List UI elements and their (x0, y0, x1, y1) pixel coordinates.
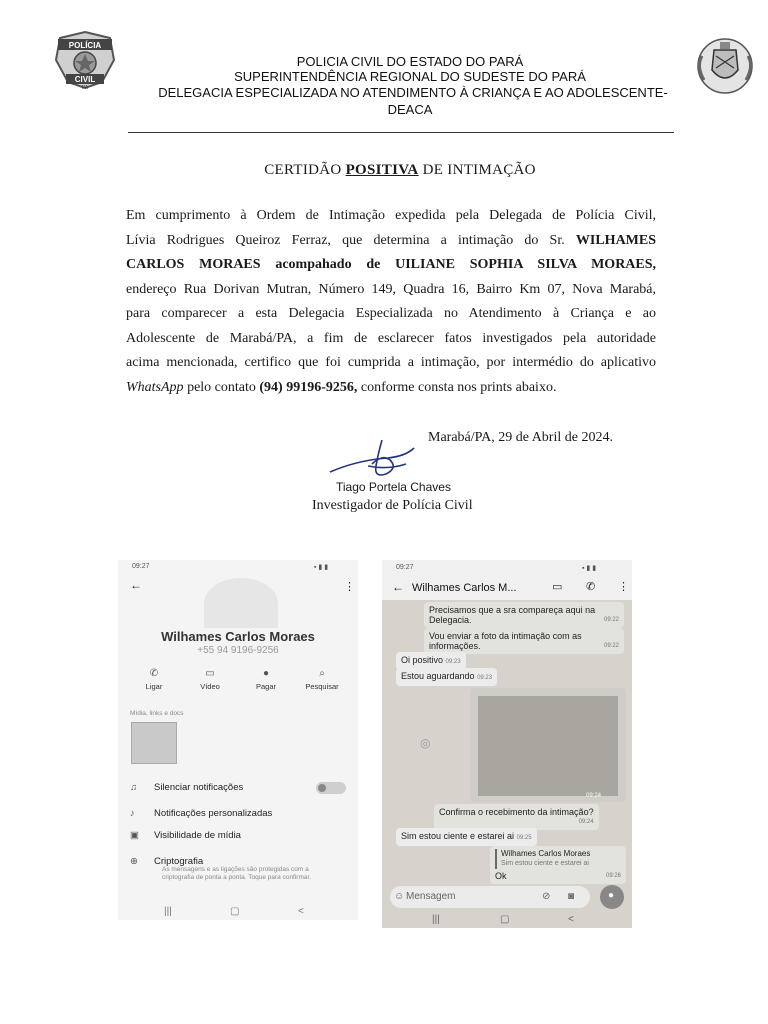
message-time: 09:25 (516, 835, 532, 841)
quoted-message (495, 849, 621, 869)
state-coat-of-arms-icon (694, 36, 756, 96)
status-time: 09:27 (132, 563, 150, 570)
message-text: Estou aguardando (401, 671, 475, 681)
intimation-photo[interactable] (478, 696, 618, 796)
body-line-8-text: pelo contato (187, 379, 256, 395)
message-out-3 (434, 804, 599, 830)
bell-icon: ♫ (130, 782, 138, 793)
header-line-4: DEACA (387, 102, 433, 117)
accompanied-by-text: acompahado de (275, 257, 381, 272)
media-section-label: Mídia, links e docs (130, 710, 184, 717)
message-text: Confirma o recebimento da intimação? (439, 807, 594, 817)
contact-number: (94) 99196-9256, (259, 379, 358, 395)
message-text: Precisamos que a sra compareça aqui na Delegacia. (429, 605, 596, 625)
body-line-2-text: Lívia Rodrigues Queiroz Ferraz, que determina a intimação do Sr. (126, 232, 565, 248)
whatsapp-contact-screenshot (118, 560, 358, 920)
title-suffix: DE INTIMAÇÃO (422, 162, 536, 178)
back-arrow-icon[interactable]: ← (130, 578, 142, 592)
encryption-description: As mensagens e as ligações são protegidas com a criptografia de ponta a ponta. Toque para confirmar. (162, 866, 312, 881)
document-date: Marabá/PA, 29 de Abril de 2024. (428, 430, 613, 445)
lock-icon: ⊕ (130, 856, 138, 867)
status-icons: ▪ ▮ ▮ (314, 564, 329, 571)
microphone-icon: ● (608, 890, 615, 901)
body-line-8-end: conforme consta nos prints abaixo. (360, 379, 557, 395)
badge-state-text: PA (81, 85, 89, 90)
image-time: 09:24 (586, 793, 602, 799)
badge-bottom-text: CIVIL (74, 75, 96, 84)
message-time: 09:22 (603, 643, 619, 649)
camera-icon[interactable]: ◙ (568, 891, 575, 902)
message-out-2 (424, 628, 624, 654)
quoted-sender: Wilhames Carlos Moraes (501, 849, 591, 858)
message-time: 09:23 (477, 675, 493, 681)
intimated-name-part-1: WILHAMES (575, 232, 657, 248)
body-line-1: Em cumprimento à Ordem de Intimação expedida pela Delegada de Polícia Civil, (126, 208, 656, 223)
home-icon[interactable]: ▢ (230, 906, 240, 917)
music-note-icon: ♪ (130, 808, 135, 819)
message-time: 09:23 (445, 659, 461, 665)
mute-label: Silenciar notificações (154, 782, 244, 793)
accompanying-person-name: UILIANE SOPHIA SILVA MORAES (395, 257, 653, 272)
recent-apps-icon[interactable]: ||| (432, 914, 440, 925)
search-label: Pesquisar (305, 682, 339, 691)
emoji-icon[interactable]: ☺ (394, 891, 405, 902)
video-label: Vídeo (200, 682, 220, 691)
signatory-role: Investigador de Polícia Civil (312, 498, 473, 513)
certificate-body (126, 204, 656, 400)
header-line-2: SUPERINTENDÊNCIA REGIONAL DO SUDESTE DO PARÁ (234, 69, 586, 84)
document-title (0, 162, 768, 179)
status-time: 09:27 (396, 564, 414, 571)
call-label: Ligar (145, 682, 163, 691)
phone-icon: ✆ (149, 668, 159, 679)
video-icon: ▭ (205, 668, 215, 679)
toggle-knob (318, 784, 326, 792)
policia-civil-badge-icon (50, 30, 120, 90)
whatsapp-chat-screenshot (382, 560, 632, 928)
image-icon: ▣ (130, 830, 139, 841)
message-time: 09:24 (578, 819, 594, 825)
body-line-3-comma: , (652, 257, 657, 272)
body-line-2 (126, 229, 656, 254)
header-divider (128, 132, 674, 133)
message-input-placeholder[interactable]: Mensagem (406, 891, 456, 902)
pay-icon: ● (262, 668, 270, 679)
media-thumbnail[interactable] (131, 722, 177, 764)
body-line-3 (126, 253, 656, 278)
mute-toggle[interactable] (316, 782, 346, 794)
contact-avatar (204, 578, 278, 628)
back-arrow-icon[interactable]: ← (392, 580, 404, 594)
recent-apps-icon[interactable]: ||| (164, 906, 172, 917)
header-line-1: POLICIA CIVIL DO ESTADO DO PARÁ (296, 54, 524, 69)
forward-icon[interactable]: ◎ (420, 736, 431, 750)
microphone-button[interactable] (600, 885, 624, 909)
contact-phone: +55 94 9196-9256 (197, 645, 279, 656)
media-visibility-row[interactable] (130, 830, 241, 841)
title-emphasis: POSITIVA (345, 162, 419, 178)
intimated-name-part-2: CARLOS MORAES (126, 257, 261, 272)
status-icons: ▪ ▮ ▮ (582, 565, 597, 572)
pay-button[interactable] (246, 668, 286, 691)
contact-name: Wilhames Carlos Moraes (161, 629, 315, 644)
pay-label: Pagar (255, 682, 276, 691)
home-icon[interactable]: ▢ (500, 914, 510, 925)
handwritten-signature (328, 436, 428, 484)
message-in-3 (396, 828, 537, 846)
message-out-reply (490, 846, 626, 884)
more-options-icon[interactable]: ⋮ (344, 581, 355, 593)
message-time: 09:22 (603, 617, 619, 623)
video-call-icon[interactable]: ▭ (552, 581, 563, 593)
message-text: Sim estou ciente e estarei ai (401, 831, 515, 841)
quoted-text: Sim estou ciente e estarei ai (501, 860, 589, 867)
signatory-name: Tiago Portela Chaves (336, 480, 451, 494)
body-line-6: Adolescente de Marabá/PA, a fim de esclarecer fatos investigados pela autoridade (126, 330, 656, 346)
body-line-8 (126, 376, 656, 401)
search-button[interactable] (302, 668, 342, 691)
message-text: Ok (495, 871, 507, 881)
search-icon: ⌕ (319, 668, 325, 679)
badge-top-text: POLÍCIA (68, 41, 102, 50)
mute-notifications-row[interactable] (130, 782, 243, 793)
call-button[interactable] (134, 668, 174, 691)
message-time: 09:26 (605, 873, 621, 879)
message-in-2 (396, 668, 497, 686)
app-name: WhatsApp (126, 379, 184, 395)
message-text: Vou enviar a foto da intimação com as informações. (429, 631, 582, 651)
chat-contact-name[interactable]: Wilhames Carlos M... (412, 582, 517, 594)
message-text: Oi positivo (401, 655, 444, 665)
back-nav-icon[interactable]: < (568, 914, 574, 925)
body-line-5: para comparecer a esta Delegacia Especializada no Atendimento à Criança e ao (126, 306, 656, 321)
attach-icon[interactable]: ⊘ (542, 891, 551, 902)
custom-notifications-row[interactable] (130, 808, 272, 819)
header-line-3: DELEGACIA ESPECIALIZADA NO ATENDIMENTO À CRIANÇA E AO ADOLESCENTE- (158, 85, 668, 100)
back-nav-icon[interactable]: < (298, 906, 304, 917)
body-line-7: acima mencionada, certifico que foi cumprida a intimação, por intermédio do aplicativo (126, 355, 656, 370)
voice-call-icon[interactable]: ✆ (586, 581, 596, 593)
media-visibility-label: Visibilidade de mídia (154, 830, 241, 841)
custom-notifications-label: Notificações personalizadas (154, 808, 273, 819)
body-line-4: endereço Rua Dorivan Mutran, Número 149, Quadra 16, Bairro Km 07, Nova Marabá, (126, 281, 656, 297)
more-options-icon[interactable]: ⋮ (618, 581, 629, 593)
title-prefix: CERTIDÃO (264, 162, 342, 178)
encryption-label: Criptografia (154, 856, 204, 867)
message-out-1 (424, 602, 624, 628)
video-button[interactable] (190, 668, 230, 691)
